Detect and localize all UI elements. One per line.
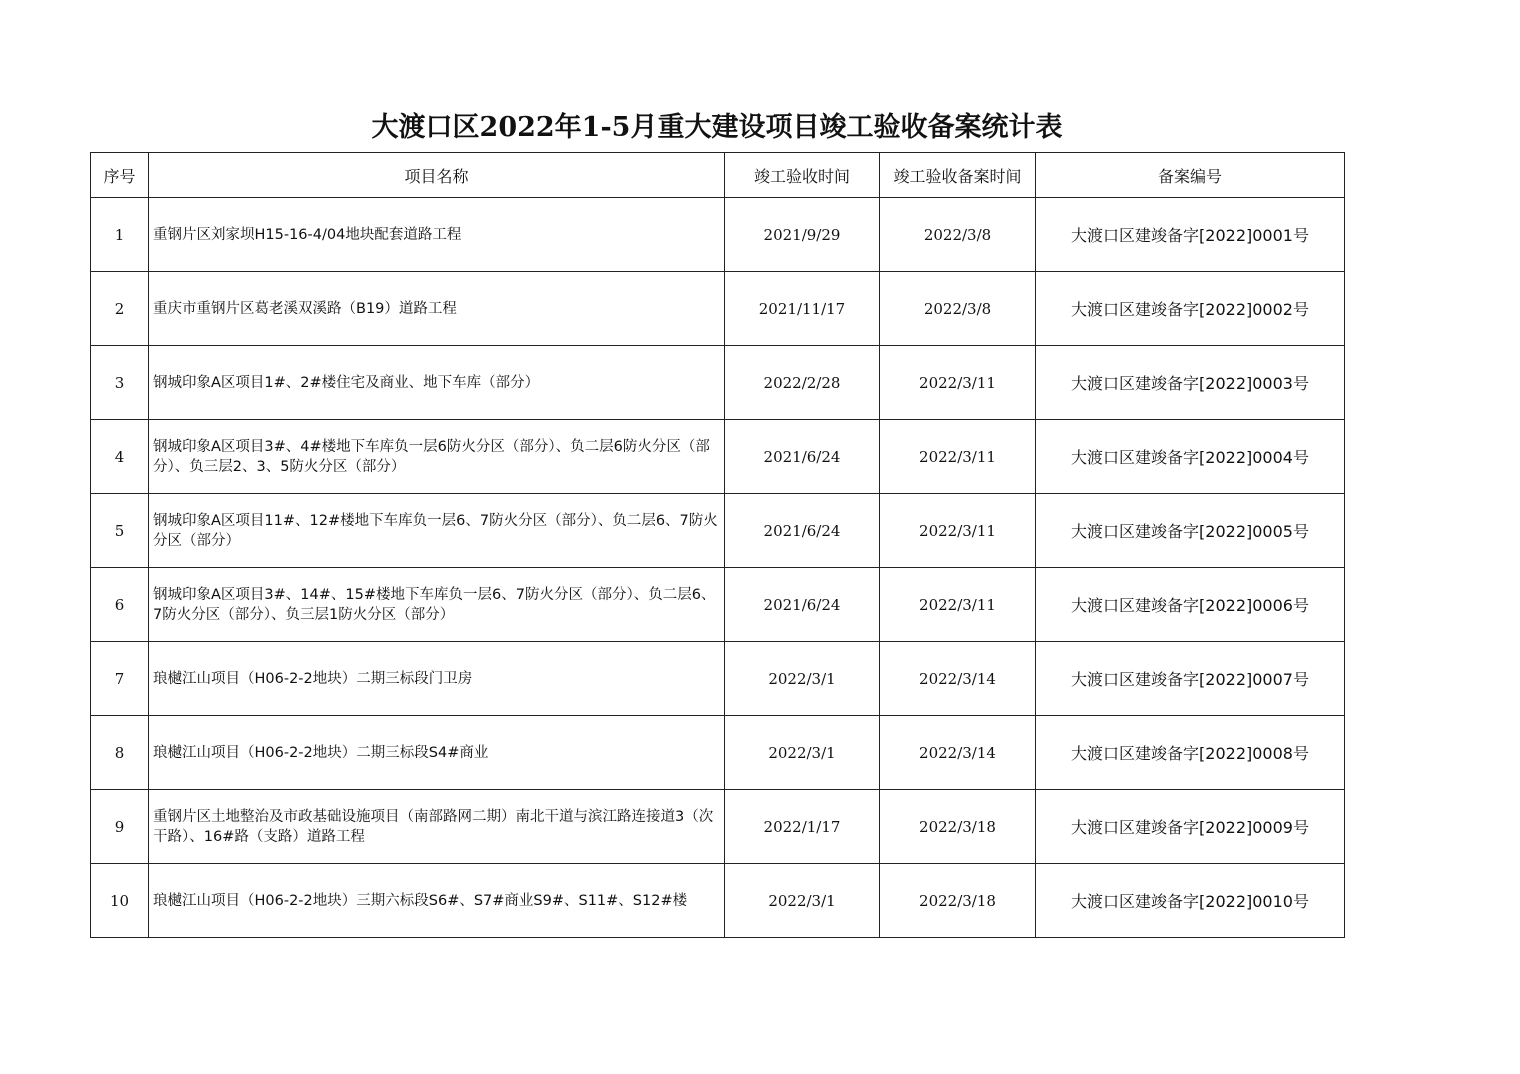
header-filing-number: 备案编号 xyxy=(1036,153,1345,198)
filing-date: 2022/3/18 xyxy=(880,864,1036,938)
header-project-name: 项目名称 xyxy=(149,153,725,198)
row-number: 6 xyxy=(91,568,149,642)
project-name: 琅樾江山项目（H06-2-2地块）二期三标段门卫房 xyxy=(149,642,725,716)
filing-date: 2022/3/8 xyxy=(880,272,1036,346)
filing-number: 大渡口区建竣备字[2022]0003号 xyxy=(1036,346,1345,420)
table-row xyxy=(91,716,1345,790)
table-row xyxy=(91,198,1345,272)
row-number: 2 xyxy=(91,272,149,346)
project-name: 琅樾江山项目（H06-2-2地块）三期六标段S6#、S7#商业S9#、S11#、S12#楼 xyxy=(149,864,725,938)
filing-date: 2022/3/18 xyxy=(880,790,1036,864)
header-no: 序号 xyxy=(91,153,149,198)
document-title: 大渡口区2022年1-5月重大建设项目竣工验收备案统计表 xyxy=(371,112,1063,143)
row-number: 3 xyxy=(91,346,149,420)
filing-number: 大渡口区建竣备字[2022]0009号 xyxy=(1036,790,1345,864)
filing-date: 2022/3/11 xyxy=(880,420,1036,494)
filing-number: 大渡口区建竣备字[2022]0002号 xyxy=(1036,272,1345,346)
row-number: 5 xyxy=(91,494,149,568)
project-name: 重钢片区土地整治及市政基础设施项目（南部路网二期）南北干道与滨江路连接道3（次干路）、16#路（支路）道路工程 xyxy=(149,790,725,864)
filing-number: 大渡口区建竣备字[2022]0005号 xyxy=(1036,494,1345,568)
filing-number: 大渡口区建竣备字[2022]0004号 xyxy=(1036,420,1345,494)
project-name: 钢城印象A区项目1#、2#楼住宅及商业、地下车库（部分） xyxy=(149,346,725,420)
table-row xyxy=(91,642,1345,716)
completion-date: 2021/6/24 xyxy=(725,568,880,642)
filing-date: 2022/3/8 xyxy=(880,198,1036,272)
filing-number: 大渡口区建竣备字[2022]0001号 xyxy=(1036,198,1345,272)
filing-date: 2022/3/11 xyxy=(880,568,1036,642)
filing-number: 大渡口区建竣备字[2022]0010号 xyxy=(1036,864,1345,938)
row-number: 7 xyxy=(91,642,149,716)
project-name: 钢城印象A区项目3#、4#楼地下车库负一层6防火分区（部分）、负二层6防火分区（部分）、负三层2、3、5防火分区（部分） xyxy=(149,420,725,494)
table-row xyxy=(91,790,1345,864)
completion-date: 2021/9/29 xyxy=(725,198,880,272)
completion-date: 2021/11/17 xyxy=(725,272,880,346)
table-header-row xyxy=(91,153,1345,198)
header-completion-date: 竣工验收时间 xyxy=(725,153,880,198)
completion-date: 2022/1/17 xyxy=(725,790,880,864)
table-row xyxy=(91,346,1345,420)
completion-date: 2022/3/1 xyxy=(725,716,880,790)
table-row xyxy=(91,272,1345,346)
completion-date: 2022/3/1 xyxy=(725,864,880,938)
row-number: 4 xyxy=(91,420,149,494)
filing-date: 2022/3/11 xyxy=(880,494,1036,568)
table-row xyxy=(91,420,1345,494)
header-filing-date: 竣工验收备案时间 xyxy=(880,153,1036,198)
completion-date: 2021/6/24 xyxy=(725,494,880,568)
row-number: 1 xyxy=(91,198,149,272)
project-name: 钢城印象A区项目11#、12#楼地下车库负一层6、7防火分区（部分）、负二层6、7防火分区（部分） xyxy=(149,494,725,568)
completion-date: 2021/6/24 xyxy=(725,420,880,494)
filing-number: 大渡口区建竣备字[2022]0008号 xyxy=(1036,716,1345,790)
filing-date: 2022/3/14 xyxy=(880,642,1036,716)
filing-records-table xyxy=(90,152,1345,938)
filing-date: 2022/3/14 xyxy=(880,716,1036,790)
filing-date: 2022/3/11 xyxy=(880,346,1036,420)
row-number: 9 xyxy=(91,790,149,864)
table-row xyxy=(91,864,1345,938)
row-number: 10 xyxy=(91,864,149,938)
filing-number: 大渡口区建竣备字[2022]0007号 xyxy=(1036,642,1345,716)
project-name: 重庆市重钢片区葛老溪双溪路（B19）道路工程 xyxy=(149,272,725,346)
project-name: 重钢片区刘家坝H15-16-4/04地块配套道路工程 xyxy=(149,198,725,272)
completion-date: 2022/3/1 xyxy=(725,642,880,716)
table-body xyxy=(91,198,1345,938)
completion-date: 2022/2/28 xyxy=(725,346,880,420)
table-row xyxy=(91,568,1345,642)
project-name: 琅樾江山项目（H06-2-2地块）二期三标段S4#商业 xyxy=(149,716,725,790)
row-number: 8 xyxy=(91,716,149,790)
filing-number: 大渡口区建竣备字[2022]0006号 xyxy=(1036,568,1345,642)
project-name: 钢城印象A区项目3#、14#、15#楼地下车库负一层6、7防火分区（部分）、负二层6、7防火分区（部分）、负三层1防火分区（部分） xyxy=(149,568,725,642)
table-row xyxy=(91,494,1345,568)
